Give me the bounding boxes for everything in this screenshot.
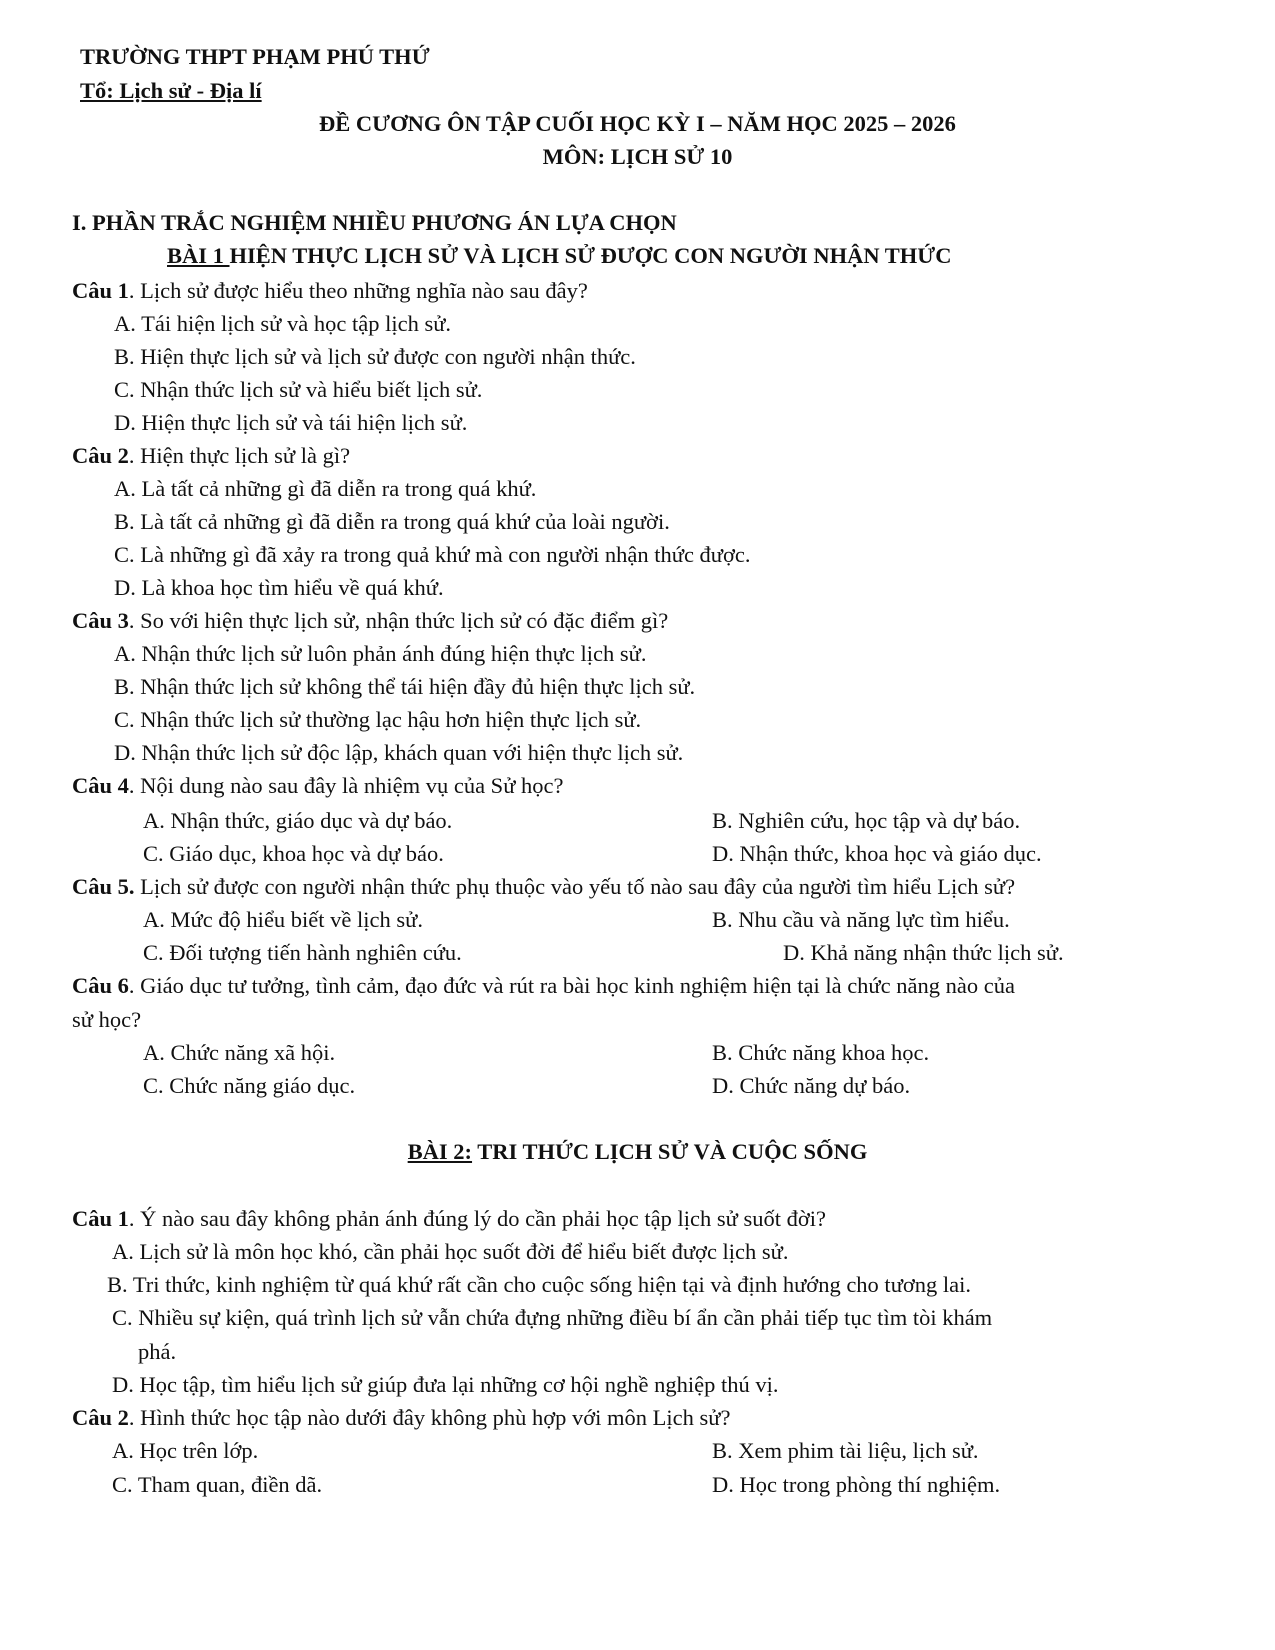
answer-option: B. Là tất cả những gì đã diễn ra trong quá khứ của loài người. — [114, 509, 670, 534]
answer-option: A. Lịch sử là môn học khó, cần phải học suốt đời để hiểu biết được lịch sử. — [112, 1239, 789, 1264]
lesson-2-label: BÀI 2: — [407, 1139, 473, 1164]
question-number: Câu 4 — [72, 773, 129, 798]
question-stem — [72, 441, 350, 471]
question-text: . Hiện thực lịch sử là gì? — [128, 443, 351, 468]
answer-option: A. Nhận thức lịch sử luôn phản ánh đúng hiện thực lịch sử. — [114, 641, 647, 666]
question-text: . Lịch sử được hiểu theo những nghĩa nào sau đây? — [128, 278, 588, 303]
lesson-1-label: BÀI 1 — [167, 243, 230, 268]
answer-option: B. Nhận thức lịch sử không thể tái hiện đầy đủ hiện thực lịch sử. — [114, 674, 696, 699]
question-number: Câu 2 — [72, 1405, 129, 1430]
question-stem — [72, 276, 588, 306]
question-text: . Ý nào sau đây không phản ánh đúng lý do cần phải học tập lịch sử suốt đời? — [128, 1206, 826, 1231]
answer-option: B. Tri thức, kinh nghiệm từ quá khứ rất cần cho cuộc sống hiện tại và định hướng cho tương lai. — [107, 1272, 972, 1297]
question-number: Câu 2 — [72, 443, 129, 468]
answer-option: D. Học tập, tìm hiểu lịch sử giúp đưa lại những cơ hội nghề nghiệp thú vị. — [112, 1372, 779, 1397]
answer-option: C. Đối tượng tiến hành nghiên cứu. — [143, 940, 462, 965]
answer-option: B. Chức năng khoa học. — [712, 1040, 930, 1065]
question-text-continued: sử học? — [72, 1007, 142, 1032]
answer-option: B. Nhu cầu và năng lực tìm hiểu. — [712, 907, 1010, 932]
lesson-1-heading — [167, 241, 951, 271]
question-text: . Giáo dục tư tưởng, tình cảm, đạo đức và rút ra bài học kinh nghiệm hiện tại là chức năng nào của — [128, 973, 1015, 998]
question-number: Câu 3 — [72, 608, 129, 633]
part-heading: I. PHẦN TRẮC NGHIỆM NHIỀU PHƯƠNG ÁN LỰA CHỌN — [72, 210, 677, 235]
answer-option: A. Tái hiện lịch sử và học tập lịch sử. — [114, 311, 452, 336]
answer-option: B. Xem phim tài liệu, lịch sử. — [712, 1438, 979, 1463]
question-stem — [72, 971, 1015, 1001]
question-stem — [72, 1204, 826, 1234]
school-name: TRƯỜNG THPT PHẠM PHÚ THỨ — [80, 44, 430, 69]
question-text: . Nội dung nào sau đây là nhiệm vụ của Sử học? — [128, 773, 564, 798]
answer-option: D. Chức năng dự báo. — [712, 1073, 911, 1098]
lesson-2-title: TRI THỨC LỊCH SỬ VÀ CUỘC SỐNG — [472, 1139, 868, 1164]
answer-option: A. Nhận thức, giáo dục và dự báo. — [143, 808, 453, 833]
answer-option: B. Nghiên cứu, học tập và dự báo. — [712, 808, 1021, 833]
answer-option: D. Nhận thức lịch sử độc lập, khách quan với hiện thực lịch sử. — [114, 740, 684, 765]
answer-option: C. Giáo dục, khoa học và dự báo. — [143, 841, 444, 866]
question-number: Câu 5. — [72, 874, 135, 899]
lesson-2-heading — [0, 1137, 1275, 1167]
answer-option: C. Nhiều sự kiện, quá trình lịch sử vẫn chứa đựng những điều bí ẩn cần phải tiếp tục tìm tòi khám — [112, 1305, 993, 1330]
answer-option: D. Học trong phòng thí nghiệm. — [712, 1472, 1001, 1497]
answer-option: D. Hiện thực lịch sử và tái hiện lịch sử. — [114, 410, 468, 435]
answer-option: C. Chức năng giáo dục. — [143, 1073, 356, 1098]
answer-option: C. Nhận thức lịch sử và hiểu biết lịch sử. — [114, 377, 483, 402]
answer-option: A. Học trên lớp. — [112, 1438, 259, 1463]
answer-option: D. Là khoa học tìm hiểu về quá khứ. — [114, 575, 444, 600]
answer-option: C. Là những gì đã xảy ra trong quả khứ mà con người nhận thức được. — [114, 542, 751, 567]
answer-option: C. Nhận thức lịch sử thường lạc hậu hơn hiện thực lịch sử. — [114, 707, 642, 732]
answer-option: B. Hiện thực lịch sử và lịch sử được con người nhận thức. — [114, 344, 636, 369]
answer-option: D. Khả năng nhận thức lịch sử. — [783, 940, 1064, 965]
question-stem — [72, 606, 668, 636]
question-number: Câu 6 — [72, 973, 129, 998]
answer-option: A. Mức độ hiểu biết về lịch sử. — [143, 907, 423, 932]
lesson-1-title: HIỆN THỰC LỊCH SỬ VÀ LỊCH SỬ ĐƯỢC CON NGƯỜI NHẬN THỨC — [229, 243, 952, 268]
department-name: Tổ: Lịch sử - Địa lí — [80, 78, 262, 103]
answer-option-continued: phá. — [138, 1339, 177, 1364]
question-number: Câu 1 — [72, 1206, 129, 1231]
subject-title: MÔN: LỊCH SỬ 10 — [542, 144, 733, 169]
question-stem — [72, 872, 1015, 902]
question-text: . Hình thức học tập nào dưới đây không phù hợp với môn Lịch sử? — [128, 1405, 731, 1430]
document-title: ĐỀ CƯƠNG ÔN TẬP CUỐI HỌC KỲ I – NĂM HỌC 2025 – 2026 — [319, 111, 956, 136]
answer-option: D. Nhận thức, khoa học và giáo dục. — [712, 841, 1042, 866]
question-stem — [72, 771, 564, 801]
question-stem — [72, 1403, 730, 1433]
question-text: . So với hiện thực lịch sử, nhận thức lịch sử có đặc điểm gì? — [128, 608, 669, 633]
answer-option: A. Chức năng xã hội. — [143, 1040, 336, 1065]
question-text: Lịch sử được con người nhận thức phụ thuộc vào yếu tố nào sau đây của người tìm hiểu Lịch sử? — [134, 874, 1016, 899]
question-number: Câu 1 — [72, 278, 129, 303]
answer-option: C. Tham quan, điền dã. — [112, 1472, 323, 1497]
answer-option: A. Là tất cả những gì đã diễn ra trong quá khứ. — [114, 476, 537, 501]
